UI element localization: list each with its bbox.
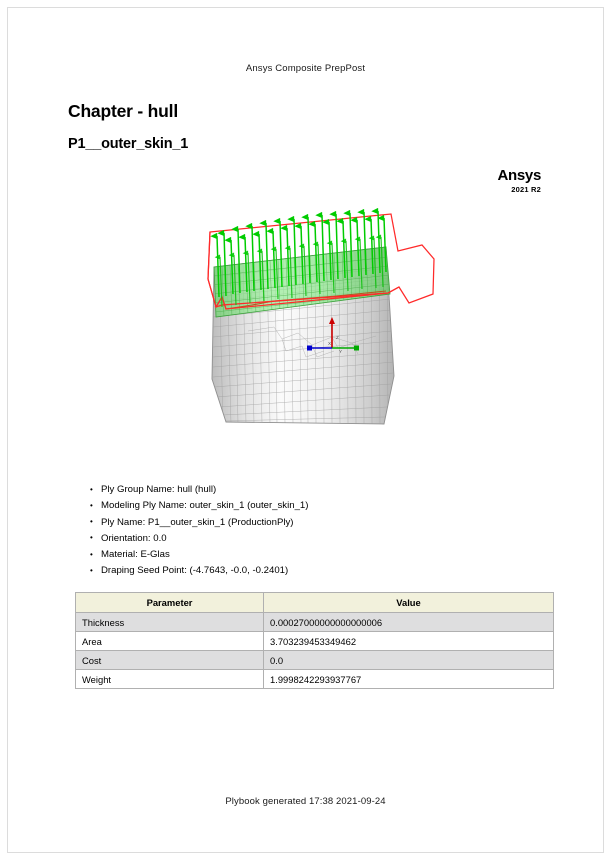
axis-x-label: X <box>328 341 332 346</box>
table-header-row <box>76 593 554 613</box>
list-item: • Material: E-Glas <box>90 547 308 563</box>
cell-value: 1.9998242293937767 <box>264 670 554 689</box>
column-header-parameter: Parameter <box>76 593 264 613</box>
running-header: Ansys Composite PrepPost <box>245 63 366 74</box>
list-item: • Draping Seed Point: (-4.7643, -0.0, -0.2401) <box>90 563 308 579</box>
composite-model-render <box>186 181 466 449</box>
table-row <box>76 632 554 651</box>
page-footer: Plybook generated 17:38 2021-09-24 <box>225 796 386 807</box>
cell-parameter: Thickness <box>76 613 264 632</box>
table-row <box>76 613 554 632</box>
list-item: • Ply Group Name: hull (hull) <box>90 482 308 498</box>
table-row <box>76 670 554 689</box>
table-row <box>76 651 554 670</box>
list-item: • Ply Name: P1__outer_skin_1 (ProductionPly) <box>90 515 308 531</box>
cell-parameter: Area <box>76 632 264 651</box>
parameter-table <box>75 592 554 689</box>
ply-title: P1__outer_skin_1 <box>68 136 189 152</box>
list-item: • Modeling Ply Name: outer_skin_1 (outer_skin_1) <box>90 498 308 514</box>
axis-z-label: Z <box>336 335 339 340</box>
axis-y-marker <box>354 346 359 351</box>
cell-value: 0.0 <box>264 651 554 670</box>
page-sheet <box>7 7 604 853</box>
axis-y-label: Y <box>339 349 343 354</box>
cell-parameter: Cost <box>76 651 264 670</box>
column-header-value: Value <box>264 593 554 613</box>
list-item: • Orientation: 0.0 <box>90 531 308 547</box>
ansys-logo-text: Ansys <box>497 167 541 184</box>
cell-value: 0.00027000000000000006 <box>264 613 554 632</box>
ansys-version-label: 2021 R2 <box>511 184 541 194</box>
chapter-title: Chapter - hull <box>68 101 178 121</box>
axis-x-marker <box>307 346 312 351</box>
ansys-brand-block <box>497 168 541 194</box>
cell-value: 3.703239453349462 <box>264 632 554 651</box>
cell-parameter: Weight <box>76 670 264 689</box>
model-viewport <box>186 181 466 449</box>
ply-info-list <box>90 482 308 580</box>
